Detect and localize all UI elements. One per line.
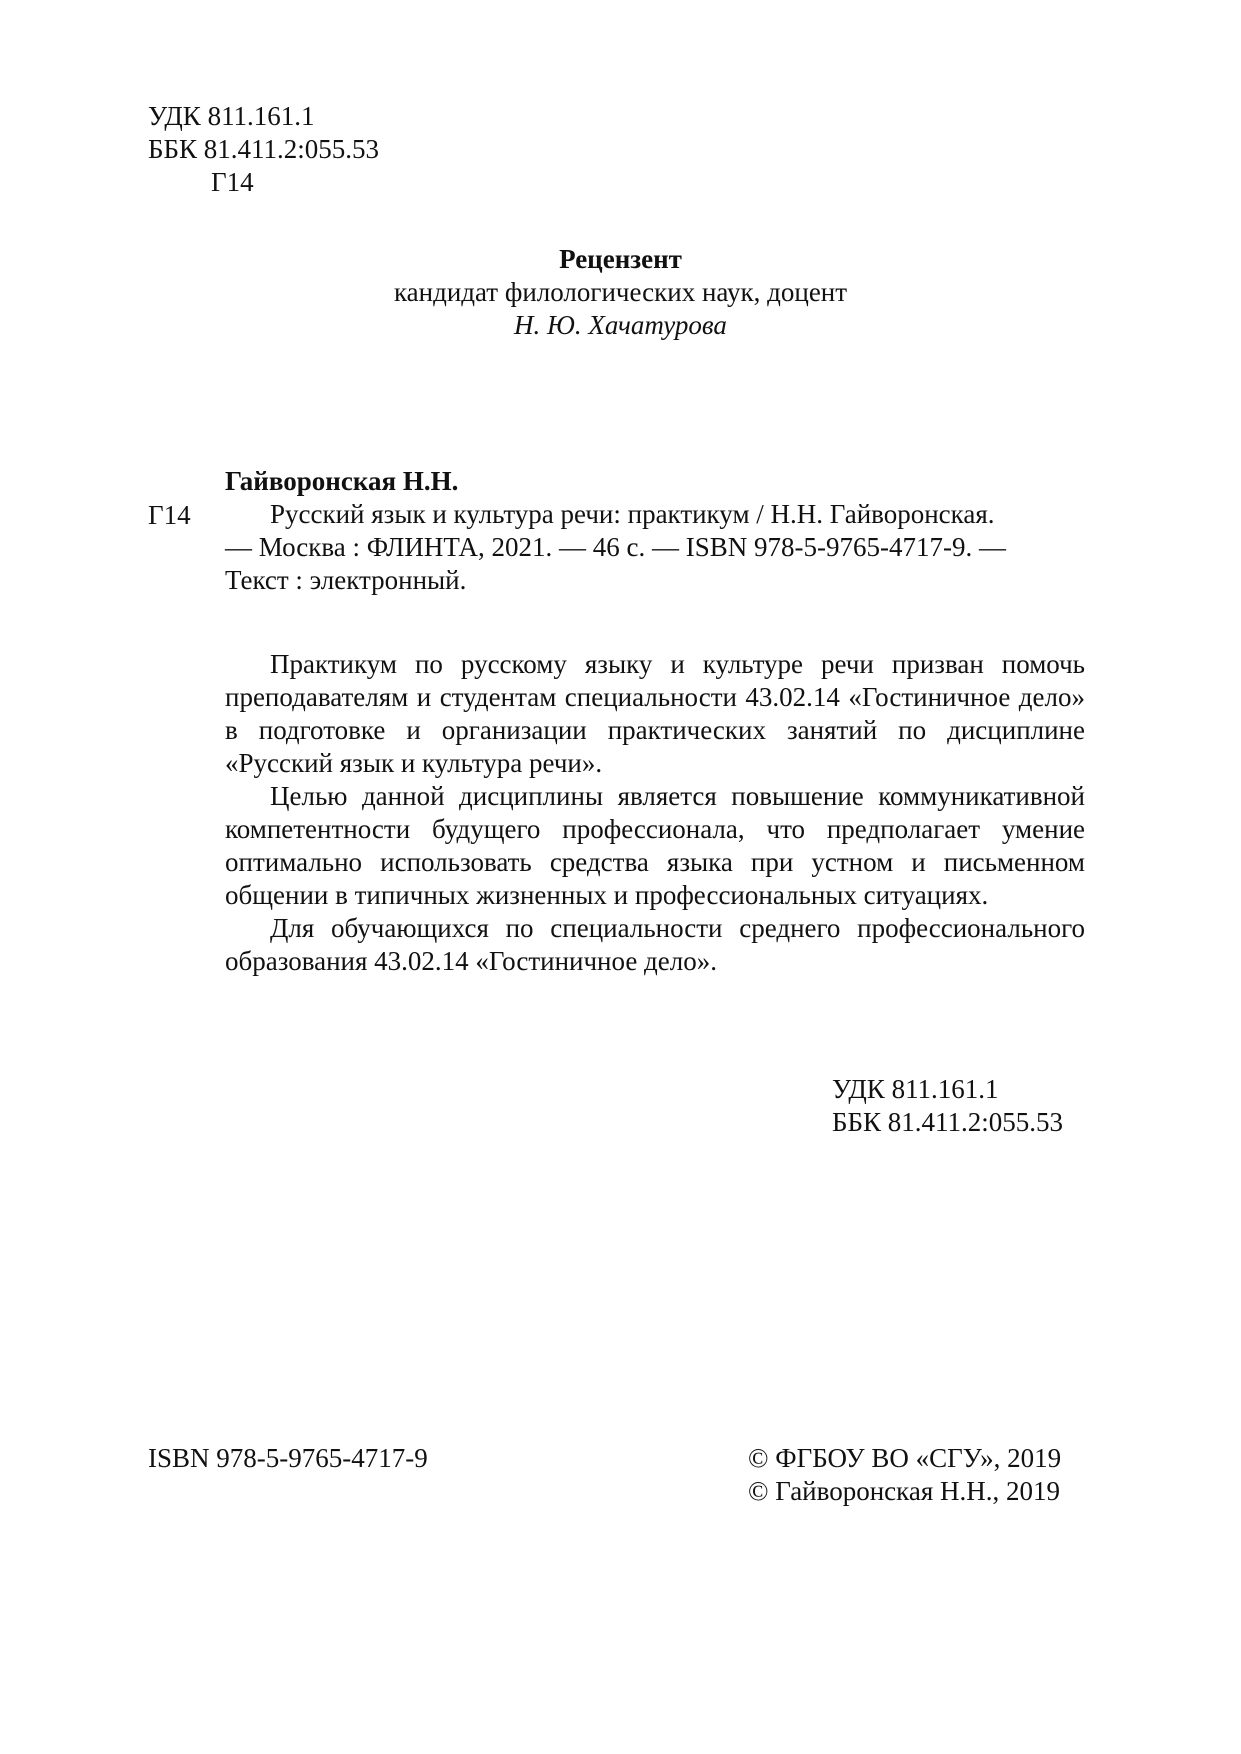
header-bbk: ББК 81.411.2:055.53	[148, 134, 380, 164]
abstract-paragraph-1: Практикум по русскому языку и культуре речи призван помочь преподавателям и студентам специальности 43.02.14 «Гостиничное дело» в подготовке и организации практических занятий по дисциплине «Русский язык и культура речи».	[225, 649, 1085, 778]
abstract-paragraph-2: Целью данной дисциплины является повышение коммуникативной компетентности будущего профессионала, что предполагает умение оптимально использовать средства языка при устном и письменном общении в типичных жизненных и профессиональных ситуациях.	[225, 781, 1085, 910]
bib-author-mark: Г14	[148, 500, 191, 530]
header-udk: УДК 811.161.1	[148, 101, 315, 131]
reviewer-heading: Рецензент	[559, 244, 682, 274]
footer-isbn: ISBN 978-5-9765-4717-9	[148, 1443, 428, 1473]
abstract-paragraph-3: Для обучающихся по специальности среднего профессионального образования 43.02.14 «Гостиничное дело».	[225, 913, 1085, 976]
bib-author: Гайворонская Н.Н.	[225, 466, 459, 496]
bib-line-1: Русский язык и культура речи: практикум / Н.Н. Гайворонская.	[270, 499, 995, 529]
copyright-block	[748, 1442, 1061, 1508]
classification-bbk: ББК 81.411.2:055.53	[832, 1107, 1064, 1137]
bib-line-2: — Москва : ФЛИНТА, 2021. — 46 с. — ISBN 978-5-9765-4717-9. —	[225, 532, 1006, 562]
reviewer-credentials: кандидат филологических наук, доцент	[393, 277, 848, 307]
reviewer-name: Н. Ю. Хачатурова	[514, 310, 727, 340]
header-author-mark: Г14	[211, 167, 254, 197]
copyright-line-1: © ФГБОУ ВО «СГУ», 2019	[748, 1443, 1062, 1473]
abstract	[225, 648, 1085, 978]
bib-line-3: Текст : электронный.	[225, 565, 467, 595]
bib-description	[225, 498, 1085, 597]
copyright-line-2: © Гайворонская Н.Н., 2019	[748, 1476, 1060, 1506]
classification-block	[832, 1073, 1063, 1139]
classification-udk: УДК 811.161.1	[832, 1074, 999, 1104]
